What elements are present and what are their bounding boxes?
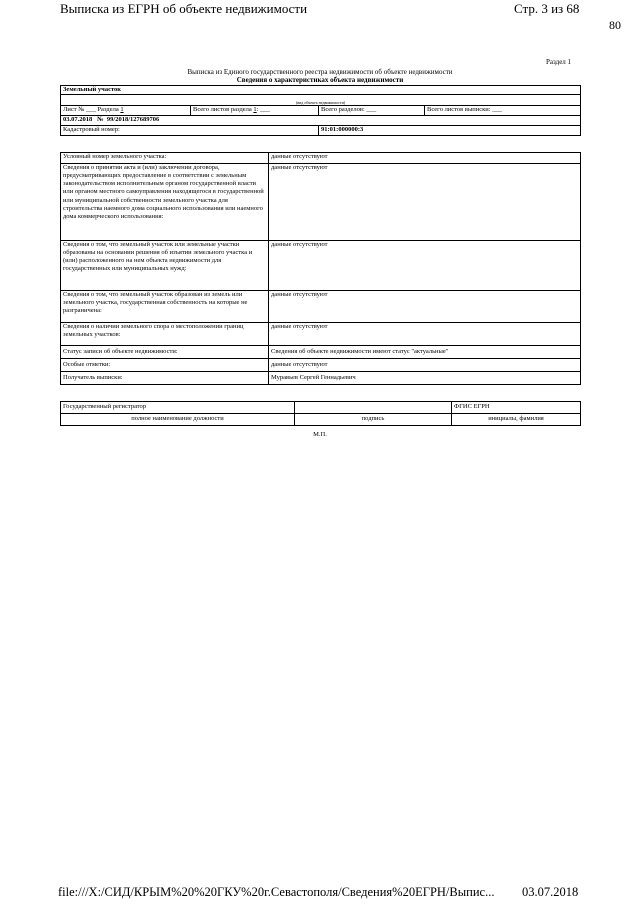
- cadastral-number: 91:01:000000:3: [319, 126, 581, 136]
- detail-label: Особые отметки:: [61, 359, 269, 372]
- total-section-sheets-cell: [191, 106, 319, 116]
- detail-label: Статус записи об объекте недвижимости:: [61, 346, 269, 359]
- detail-label: Сведения о принятии акта и (или) заключении договора, предусматривающих предоставление в соответствии с земельным законодательством исполнительным органом государственной власти или органом местного самоуправления находящегося в государственной или муниципальной собственности земельного участка для строительства наемного дома социального использования или наемного дома коммерческого использования:: [61, 164, 269, 241]
- sheet-value: 1: [120, 106, 124, 114]
- total-section-sheets-blank: : ___: [256, 106, 270, 114]
- cadastral-label: Кадастровый номер:: [61, 126, 319, 136]
- signature-table: [60, 401, 581, 426]
- detail-label: Сведения о том, что земельный участок или земельные участки образованы на основании решения об изъятии земельного участка и (или) расположенного на нем объекта недвижимости для государственных или муниципальных нужд:: [61, 241, 269, 291]
- detail-label: Сведения о том, что земельный участок образован из земель или земельного участка, государственная собственность на которые не разграничена:: [61, 291, 269, 323]
- detail-value: данные отсутствуют: [269, 153, 581, 164]
- detail-value: данные отсутствуют: [269, 359, 581, 372]
- detail-value: Муравьев Сергей Геннадьевич: [269, 372, 581, 385]
- detail-label: Сведения о наличии земельного спора о местоположении границ земельных участков:: [61, 323, 269, 346]
- sheet-number-cell: [61, 106, 191, 116]
- section-label: Раздел 1: [546, 58, 572, 66]
- name-caption: инициалы, фамилия: [452, 414, 581, 426]
- detail-value: данные отсутствуют: [269, 241, 581, 291]
- number-label: №: [97, 116, 104, 124]
- document-title: Выписка из Единого государственного реестра недвижимости об объекте недвижимости: [187, 68, 453, 76]
- object-type-caption: (вид объекта недвижимости): [61, 95, 581, 106]
- stamp-placeholder: М.П.: [313, 431, 327, 438]
- detail-value: данные отсутствуют: [269, 291, 581, 323]
- total-section-sheets-label: Всего листов раздела: [193, 106, 252, 114]
- detail-label: Условный номер земельного участка:: [61, 153, 269, 164]
- footer-file-path: file:///X:/СИД/КРЫМ%20%20ГКУ%20г.Севастополя/Сведения%20ЕГРН/Выпис...: [58, 885, 495, 899]
- total-section-sheets-value: 1: [253, 106, 257, 114]
- date-number-cell: [61, 116, 581, 126]
- registrar-position: Государственный регистратор: [61, 402, 295, 414]
- extract-number: 99/2018/127689706: [106, 116, 160, 124]
- signature-caption: подпись: [295, 414, 452, 426]
- detail-label: Получатель выписки:: [61, 372, 269, 385]
- sheet-label: Лист № ___ Раздела: [63, 106, 119, 114]
- browser-page-title: Выписка из ЕГРН об объекте недвижимости: [60, 1, 308, 16]
- object-header-table: [60, 85, 581, 136]
- registrar-org: ФГИС ЕГРН: [452, 402, 581, 414]
- extract-date: 03.07.2018: [63, 116, 93, 124]
- total-sections-cell: Всего разделов: ___: [319, 106, 425, 116]
- detail-value: Сведения об объекте недвижимости имеют статус "актуальные": [269, 346, 581, 359]
- page-indicator: Стр. 3 из 68: [514, 1, 580, 16]
- footer-date: 03.07.2018: [522, 885, 579, 899]
- total-extract-sheets-cell: Всего листов выписки: ___: [425, 106, 581, 116]
- document-subtitle: Сведения о характеристиках объекта недвижимости: [236, 76, 404, 84]
- detail-value: данные отсутствуют: [269, 164, 581, 241]
- position-caption: полное наименование должности: [61, 414, 295, 426]
- details-table: [60, 152, 581, 385]
- page-number: 80: [609, 18, 621, 32]
- signature-field: [295, 402, 452, 414]
- detail-value: данные отсутствуют: [269, 323, 581, 346]
- object-type: Земельный участок: [61, 86, 581, 95]
